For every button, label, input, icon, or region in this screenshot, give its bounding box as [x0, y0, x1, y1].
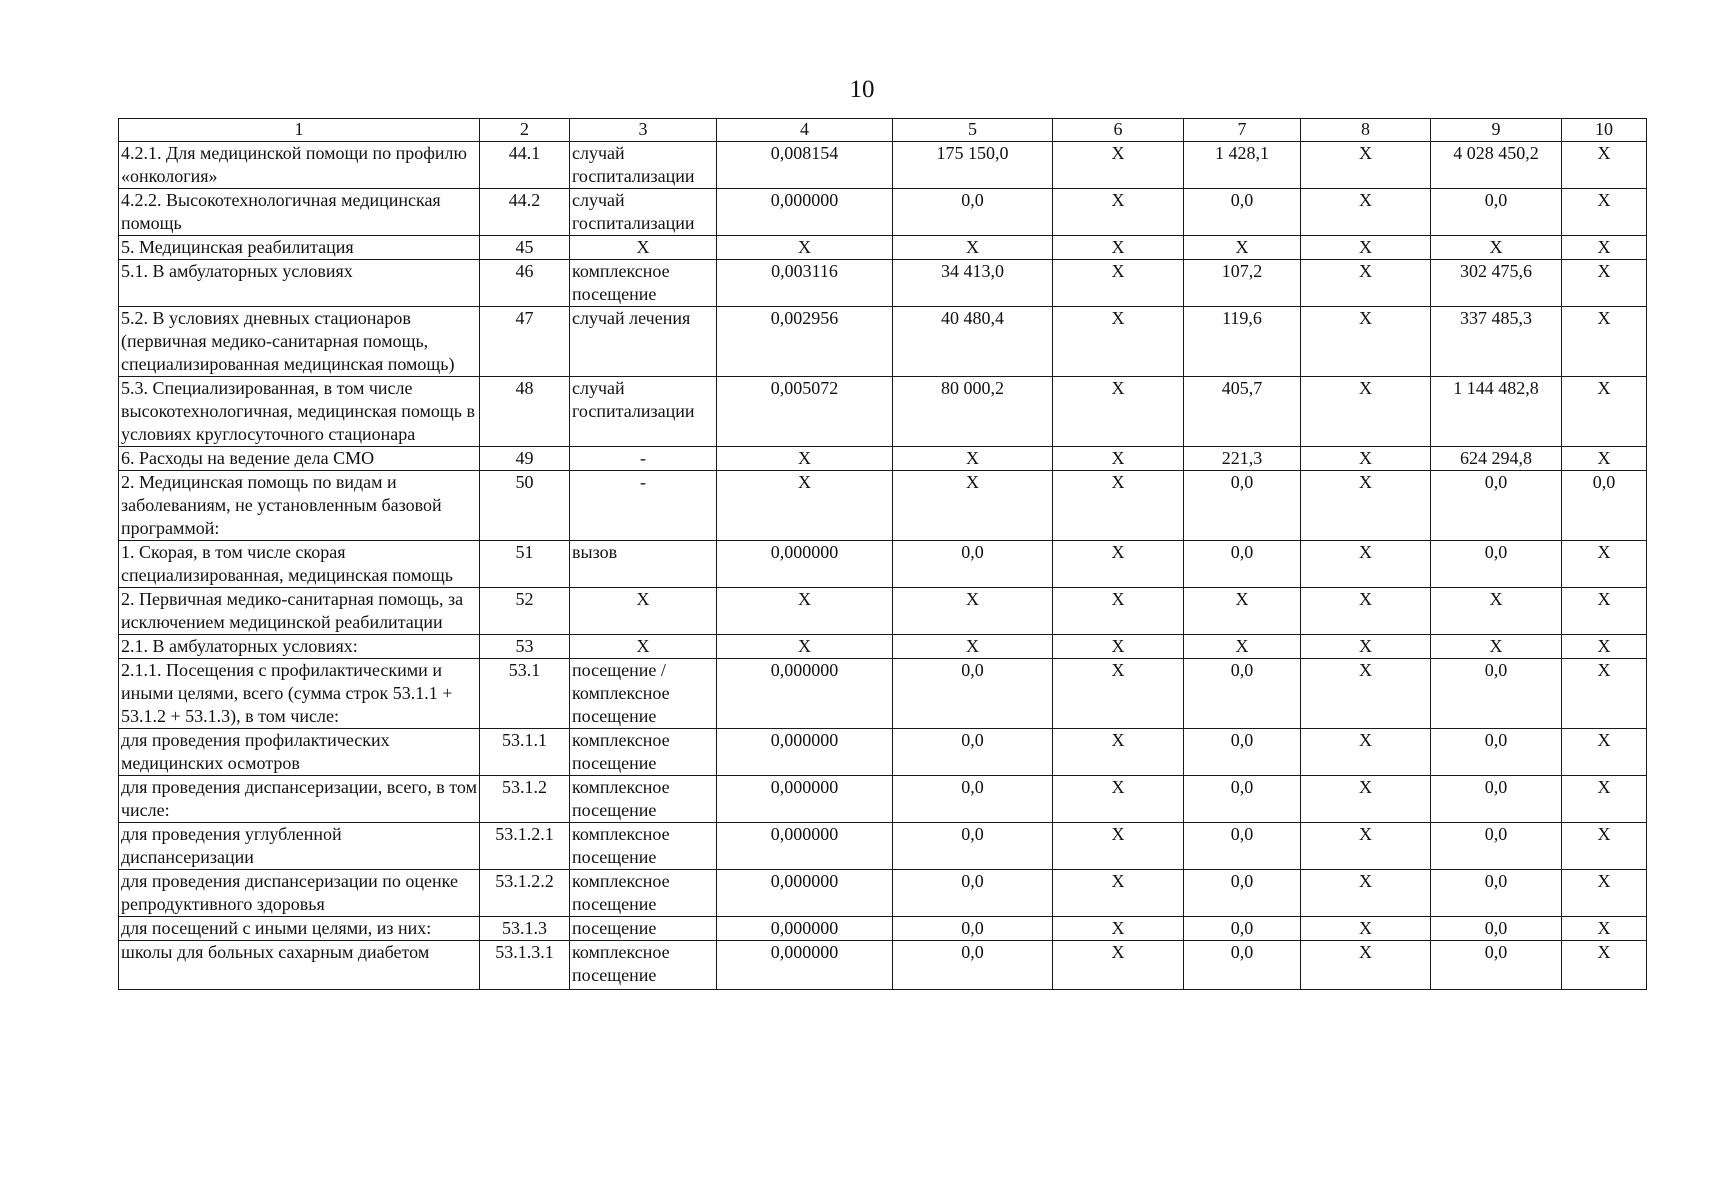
row-name-cell: 2.1. В амбулаторных условиях:: [119, 635, 480, 659]
col6-cell: X: [1053, 260, 1184, 307]
col10-cell: X: [1562, 917, 1647, 941]
col7-cell: 0,0: [1184, 776, 1301, 823]
col7-cell: 107,2: [1184, 260, 1301, 307]
row-number-cell: 47: [480, 307, 570, 377]
col7-cell: X: [1184, 588, 1301, 635]
col9-cell: 0,0: [1431, 471, 1562, 541]
col7-cell: 0,0: [1184, 729, 1301, 776]
col4-cell: 0,003116: [717, 260, 893, 307]
col6-cell: X: [1053, 635, 1184, 659]
col6-cell: X: [1053, 541, 1184, 588]
col8-cell: X: [1301, 635, 1431, 659]
col8-cell: X: [1301, 447, 1431, 471]
col5-cell: 0,0: [893, 189, 1053, 236]
table-row: [119, 260, 1647, 307]
row-name-cell: 1. Скорая, в том числе скорая специализированная, медицинская помощь: [119, 541, 480, 588]
col8-cell: X: [1301, 917, 1431, 941]
col4-cell: 0,000000: [717, 659, 893, 729]
unit-cell: комплексное посещение: [570, 729, 717, 776]
col6-cell: X: [1053, 729, 1184, 776]
col6-cell: X: [1053, 941, 1184, 990]
col9-cell: 1 144 482,8: [1431, 377, 1562, 447]
row-number-cell: 53.1.3: [480, 917, 570, 941]
column-header: 5: [893, 119, 1053, 142]
col6-cell: X: [1053, 142, 1184, 189]
col5-cell: X: [893, 588, 1053, 635]
row-number-cell: 50: [480, 471, 570, 541]
col8-cell: X: [1301, 941, 1431, 990]
col9-cell: 0,0: [1431, 541, 1562, 588]
row-name-cell: 4.2.1. Для медицинской помощи по профилю «онкология»: [119, 142, 480, 189]
table-row: [119, 588, 1647, 635]
table-row: [119, 236, 1647, 260]
col10-cell: X: [1562, 377, 1647, 447]
row-number-cell: 53.1.1: [480, 729, 570, 776]
col4-cell: 0,000000: [717, 917, 893, 941]
col4-cell: 0,000000: [717, 189, 893, 236]
col10-cell: X: [1562, 189, 1647, 236]
col10-cell: X: [1562, 588, 1647, 635]
unit-cell: комплексное посещение: [570, 260, 717, 307]
col8-cell: X: [1301, 870, 1431, 917]
column-header: 2: [480, 119, 570, 142]
col9-cell: 624 294,8: [1431, 447, 1562, 471]
col5-cell: 0,0: [893, 659, 1053, 729]
unit-cell: случай госпитализации: [570, 189, 717, 236]
column-header: 4: [717, 119, 893, 142]
col6-cell: X: [1053, 447, 1184, 471]
table-row: [119, 189, 1647, 236]
row-name-cell: для проведения диспансеризации, всего, в том числе:: [119, 776, 480, 823]
col9-cell: X: [1431, 635, 1562, 659]
col7-cell: X: [1184, 236, 1301, 260]
row-number-cell: 53: [480, 635, 570, 659]
table-row: [119, 823, 1647, 870]
col7-cell: X: [1184, 635, 1301, 659]
col9-cell: 0,0: [1431, 823, 1562, 870]
col8-cell: X: [1301, 307, 1431, 377]
row-name-cell: для проведения профилактических медицинских осмотров: [119, 729, 480, 776]
col5-cell: 0,0: [893, 823, 1053, 870]
col4-cell: X: [717, 236, 893, 260]
column-header: 9: [1431, 119, 1562, 142]
row-name-cell: 2. Медицинская помощь по видам и заболеваниям, не установленным базовой программой:: [119, 471, 480, 541]
unit-cell: -: [570, 447, 717, 471]
row-number-cell: 52: [480, 588, 570, 635]
col9-cell: 337 485,3: [1431, 307, 1562, 377]
col7-cell: 0,0: [1184, 823, 1301, 870]
col8-cell: X: [1301, 142, 1431, 189]
col10-cell: X: [1562, 236, 1647, 260]
col6-cell: X: [1053, 236, 1184, 260]
col8-cell: X: [1301, 471, 1431, 541]
table-row: [119, 471, 1647, 541]
col7-cell: 119,6: [1184, 307, 1301, 377]
col9-cell: 0,0: [1431, 659, 1562, 729]
table-row: [119, 659, 1647, 729]
col6-cell: X: [1053, 917, 1184, 941]
col8-cell: X: [1301, 659, 1431, 729]
col9-cell: 0,0: [1431, 776, 1562, 823]
col4-cell: X: [717, 471, 893, 541]
unit-cell: X: [570, 236, 717, 260]
col7-cell: 405,7: [1184, 377, 1301, 447]
col4-cell: X: [717, 635, 893, 659]
col4-cell: 0,005072: [717, 377, 893, 447]
column-header: 1: [119, 119, 480, 142]
col10-cell: X: [1562, 142, 1647, 189]
row-name-cell: 6. Расходы на ведение дела СМО: [119, 447, 480, 471]
col10-cell: X: [1562, 941, 1647, 990]
col7-cell: 0,0: [1184, 870, 1301, 917]
col4-cell: 0,000000: [717, 941, 893, 990]
col7-cell: 0,0: [1184, 659, 1301, 729]
row-name-cell: 2.1.1. Посещения с профилактическими и иными целями, всего (сумма строк 53.1.1 + 53.1.2 + 53.1.3), в том числе:: [119, 659, 480, 729]
table-row: [119, 635, 1647, 659]
unit-cell: случай лечения: [570, 307, 717, 377]
unit-cell: комплексное посещение: [570, 941, 717, 990]
unit-cell: случай госпитализации: [570, 142, 717, 189]
col9-cell: 0,0: [1431, 917, 1562, 941]
col5-cell: 175 150,0: [893, 142, 1053, 189]
col4-cell: 0,000000: [717, 729, 893, 776]
row-name-cell: 4.2.2. Высокотехнологичная медицинская помощь: [119, 189, 480, 236]
row-name-cell: для проведения углубленной диспансеризации: [119, 823, 480, 870]
col10-cell: X: [1562, 729, 1647, 776]
unit-cell: посещение / комплексное посещение: [570, 659, 717, 729]
unit-cell: комплексное посещение: [570, 870, 717, 917]
col5-cell: 34 413,0: [893, 260, 1053, 307]
col10-cell: 0,0: [1562, 471, 1647, 541]
col4-cell: 0,000000: [717, 870, 893, 917]
row-name-cell: 5.2. В условиях дневных стационаров (первичная медико-санитарная помощь, специализированная медицинская помощь): [119, 307, 480, 377]
col5-cell: 80 000,2: [893, 377, 1053, 447]
unit-cell: комплексное посещение: [570, 776, 717, 823]
col6-cell: X: [1053, 776, 1184, 823]
table-row: [119, 377, 1647, 447]
col7-cell: 0,0: [1184, 189, 1301, 236]
table-row: [119, 870, 1647, 917]
col5-cell: 0,0: [893, 941, 1053, 990]
col4-cell: 0,000000: [717, 776, 893, 823]
row-number-cell: 53.1.3.1: [480, 941, 570, 990]
col7-cell: 0,0: [1184, 917, 1301, 941]
row-name-cell: для проведения диспансеризации по оценке репродуктивного здоровья: [119, 870, 480, 917]
row-name-cell: 5.1. В амбулаторных условиях: [119, 260, 480, 307]
col10-cell: X: [1562, 447, 1647, 471]
unit-cell: X: [570, 635, 717, 659]
col9-cell: 0,0: [1431, 941, 1562, 990]
row-number-cell: 45: [480, 236, 570, 260]
col8-cell: X: [1301, 588, 1431, 635]
col8-cell: X: [1301, 260, 1431, 307]
table-row: [119, 941, 1647, 990]
col10-cell: X: [1562, 260, 1647, 307]
col7-cell: 221,3: [1184, 447, 1301, 471]
col5-cell: 0,0: [893, 776, 1053, 823]
unit-cell: -: [570, 471, 717, 541]
col6-cell: X: [1053, 659, 1184, 729]
col6-cell: X: [1053, 870, 1184, 917]
col8-cell: X: [1301, 776, 1431, 823]
row-number-cell: 53.1.2: [480, 776, 570, 823]
table-row: [119, 776, 1647, 823]
column-header: 8: [1301, 119, 1431, 142]
col5-cell: 0,0: [893, 729, 1053, 776]
col5-cell: X: [893, 236, 1053, 260]
col5-cell: 0,0: [893, 541, 1053, 588]
col8-cell: X: [1301, 236, 1431, 260]
col4-cell: 0,008154: [717, 142, 893, 189]
col7-cell: 0,0: [1184, 541, 1301, 588]
col9-cell: 0,0: [1431, 729, 1562, 776]
table-row: [119, 447, 1647, 471]
col9-cell: 302 475,6: [1431, 260, 1562, 307]
unit-cell: вызов: [570, 541, 717, 588]
unit-cell: X: [570, 588, 717, 635]
unit-cell: посещение: [570, 917, 717, 941]
row-name-cell: 5. Медицинская реабилитация: [119, 236, 480, 260]
unit-cell: случай госпитализации: [570, 377, 717, 447]
col10-cell: X: [1562, 307, 1647, 377]
table-body: [119, 142, 1647, 990]
col9-cell: 4 028 450,2: [1431, 142, 1562, 189]
table-row: [119, 142, 1647, 189]
column-header: 10: [1562, 119, 1647, 142]
col10-cell: X: [1562, 870, 1647, 917]
col4-cell: 0,000000: [717, 541, 893, 588]
col10-cell: X: [1562, 776, 1647, 823]
unit-cell: комплексное посещение: [570, 823, 717, 870]
col9-cell: 0,0: [1431, 189, 1562, 236]
column-header: 3: [570, 119, 717, 142]
col4-cell: 0,002956: [717, 307, 893, 377]
col6-cell: X: [1053, 307, 1184, 377]
col9-cell: X: [1431, 588, 1562, 635]
col6-cell: X: [1053, 189, 1184, 236]
row-number-cell: 51: [480, 541, 570, 588]
column-header: 7: [1184, 119, 1301, 142]
col8-cell: X: [1301, 823, 1431, 870]
col8-cell: X: [1301, 189, 1431, 236]
col7-cell: 1 428,1: [1184, 142, 1301, 189]
col10-cell: X: [1562, 541, 1647, 588]
header-row: [119, 119, 1647, 142]
col6-cell: X: [1053, 377, 1184, 447]
col5-cell: X: [893, 471, 1053, 541]
col5-cell: 0,0: [893, 917, 1053, 941]
row-number-cell: 44.2: [480, 189, 570, 236]
row-number-cell: 53.1: [480, 659, 570, 729]
col4-cell: 0,000000: [717, 823, 893, 870]
col4-cell: X: [717, 588, 893, 635]
column-header: 6: [1053, 119, 1184, 142]
col6-cell: X: [1053, 471, 1184, 541]
col10-cell: X: [1562, 635, 1647, 659]
row-number-cell: 53.1.2.1: [480, 823, 570, 870]
table-row: [119, 307, 1647, 377]
col6-cell: X: [1053, 588, 1184, 635]
col5-cell: 0,0: [893, 870, 1053, 917]
row-number-cell: 44.1: [480, 142, 570, 189]
col8-cell: X: [1301, 729, 1431, 776]
col8-cell: X: [1301, 541, 1431, 588]
row-name-cell: для посещений с иными целями, из них:: [119, 917, 480, 941]
col9-cell: 0,0: [1431, 870, 1562, 917]
row-number-cell: 48: [480, 377, 570, 447]
data-table: [118, 118, 1647, 990]
col5-cell: X: [893, 447, 1053, 471]
row-name-cell: 5.3. Специализированная, в том числе высокотехнологичная, медицинская помощь в условиях круглосуточного стационара: [119, 377, 480, 447]
row-name-cell: 2. Первичная медико-санитарная помощь, за исключением медицинской реабилитации: [119, 588, 480, 635]
col7-cell: 0,0: [1184, 471, 1301, 541]
col5-cell: 40 480,4: [893, 307, 1053, 377]
col9-cell: X: [1431, 236, 1562, 260]
col5-cell: X: [893, 635, 1053, 659]
col10-cell: X: [1562, 659, 1647, 729]
row-number-cell: 46: [480, 260, 570, 307]
row-number-cell: 53.1.2.2: [480, 870, 570, 917]
table-row: [119, 729, 1647, 776]
col10-cell: X: [1562, 823, 1647, 870]
col6-cell: X: [1053, 823, 1184, 870]
row-name-cell: школы для больных сахарным диабетом: [119, 941, 480, 990]
page-number: 10: [849, 76, 875, 103]
col8-cell: X: [1301, 377, 1431, 447]
col7-cell: 0,0: [1184, 941, 1301, 990]
col4-cell: X: [717, 447, 893, 471]
table-row: [119, 917, 1647, 941]
table-row: [119, 541, 1647, 588]
row-number-cell: 49: [480, 447, 570, 471]
